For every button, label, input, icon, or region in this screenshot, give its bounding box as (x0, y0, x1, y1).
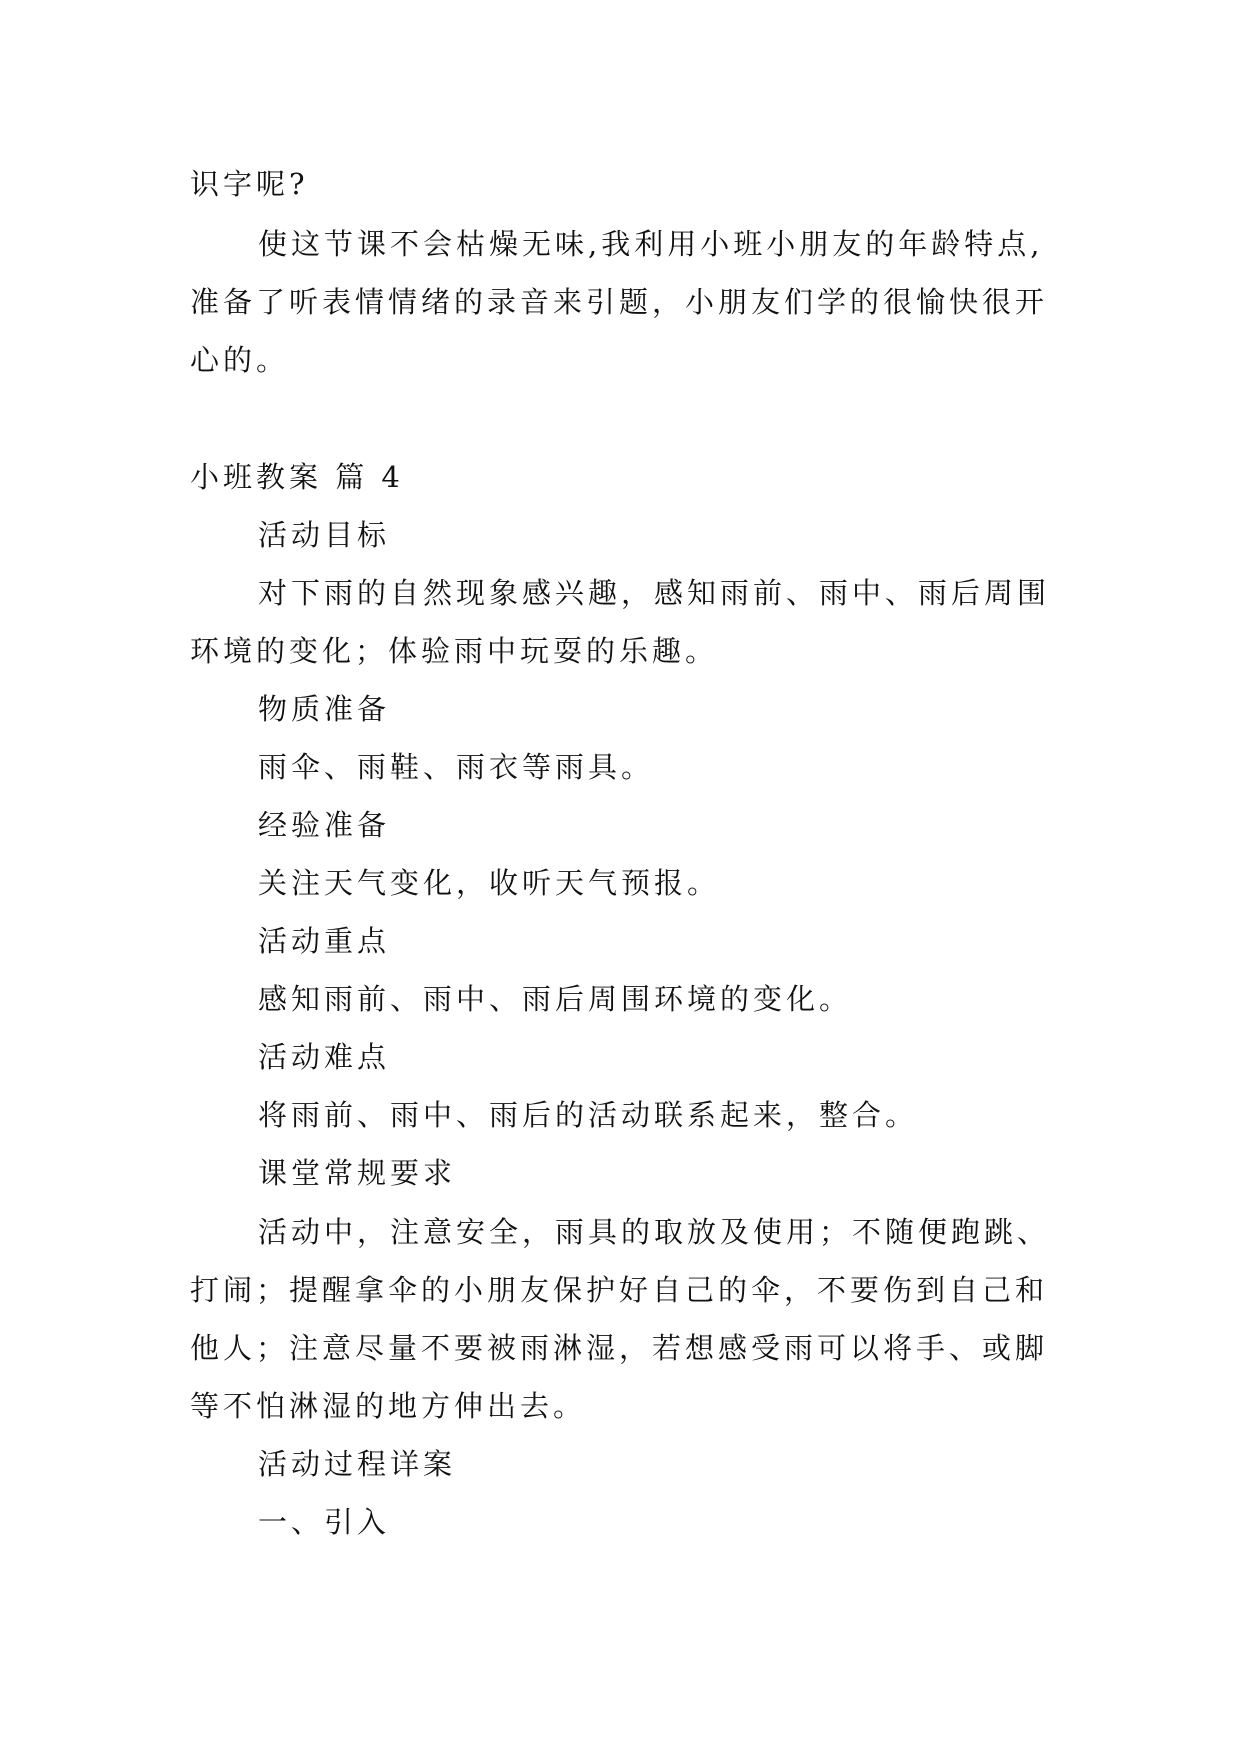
heading-experience-prep: 经验准备 (258, 808, 391, 842)
paragraph-line: 他人；注意尽量不要被雨淋湿，若想感受雨可以将手、或脚 (190, 1331, 1049, 1365)
heading-activity-difficulty: 活动难点 (258, 1040, 391, 1074)
paragraph-line: 使这节课不会枯燥无味,我利用小班小朋友的年龄特点, (258, 227, 1044, 261)
paragraph-line: 心的。 (190, 343, 290, 377)
paragraph-line: 识字呢? (190, 167, 309, 201)
paragraph-line: 将雨前、雨中、雨后的活动联系起来，整合。 (258, 1098, 919, 1132)
paragraph-line: 活动中，注意安全，雨具的取放及使用；不随便跑跳、 (258, 1215, 1051, 1249)
paragraph-line: 感知雨前、雨中、雨后周围环境的变化。 (258, 982, 853, 1016)
heading-material-prep: 物质准备 (258, 692, 391, 726)
section-title: 小班教案 篇 4 (190, 460, 404, 494)
paragraph-line: 对下雨的自然现象感兴趣，感知雨前、雨中、雨后周围 (258, 576, 1051, 610)
heading-activity-goal: 活动目标 (258, 518, 391, 552)
paragraph-line: 准备了听表情情绪的录音来引题，小朋友们学的很愉快很开 (190, 285, 1049, 319)
heading-class-rules: 课堂常规要求 (258, 1156, 457, 1190)
paragraph-line: 等不怕淋湿的地方伸出去。 (190, 1389, 587, 1423)
heading-activity-process: 活动过程详案 (258, 1447, 457, 1481)
paragraph-line: 关注天气变化，收听天气预报。 (258, 866, 721, 900)
paragraph-line: 一、引入 (258, 1505, 391, 1539)
paragraph-line: 打闹；提醒拿伞的小朋友保护好自己的伞，不要伤到自己和 (190, 1273, 1049, 1307)
heading-activity-key: 活动重点 (258, 924, 391, 958)
paragraph-line: 环境的变化；体验雨中玩耍的乐趣。 (190, 634, 719, 668)
paragraph-line: 雨伞、雨鞋、雨衣等雨具。 (258, 750, 655, 784)
